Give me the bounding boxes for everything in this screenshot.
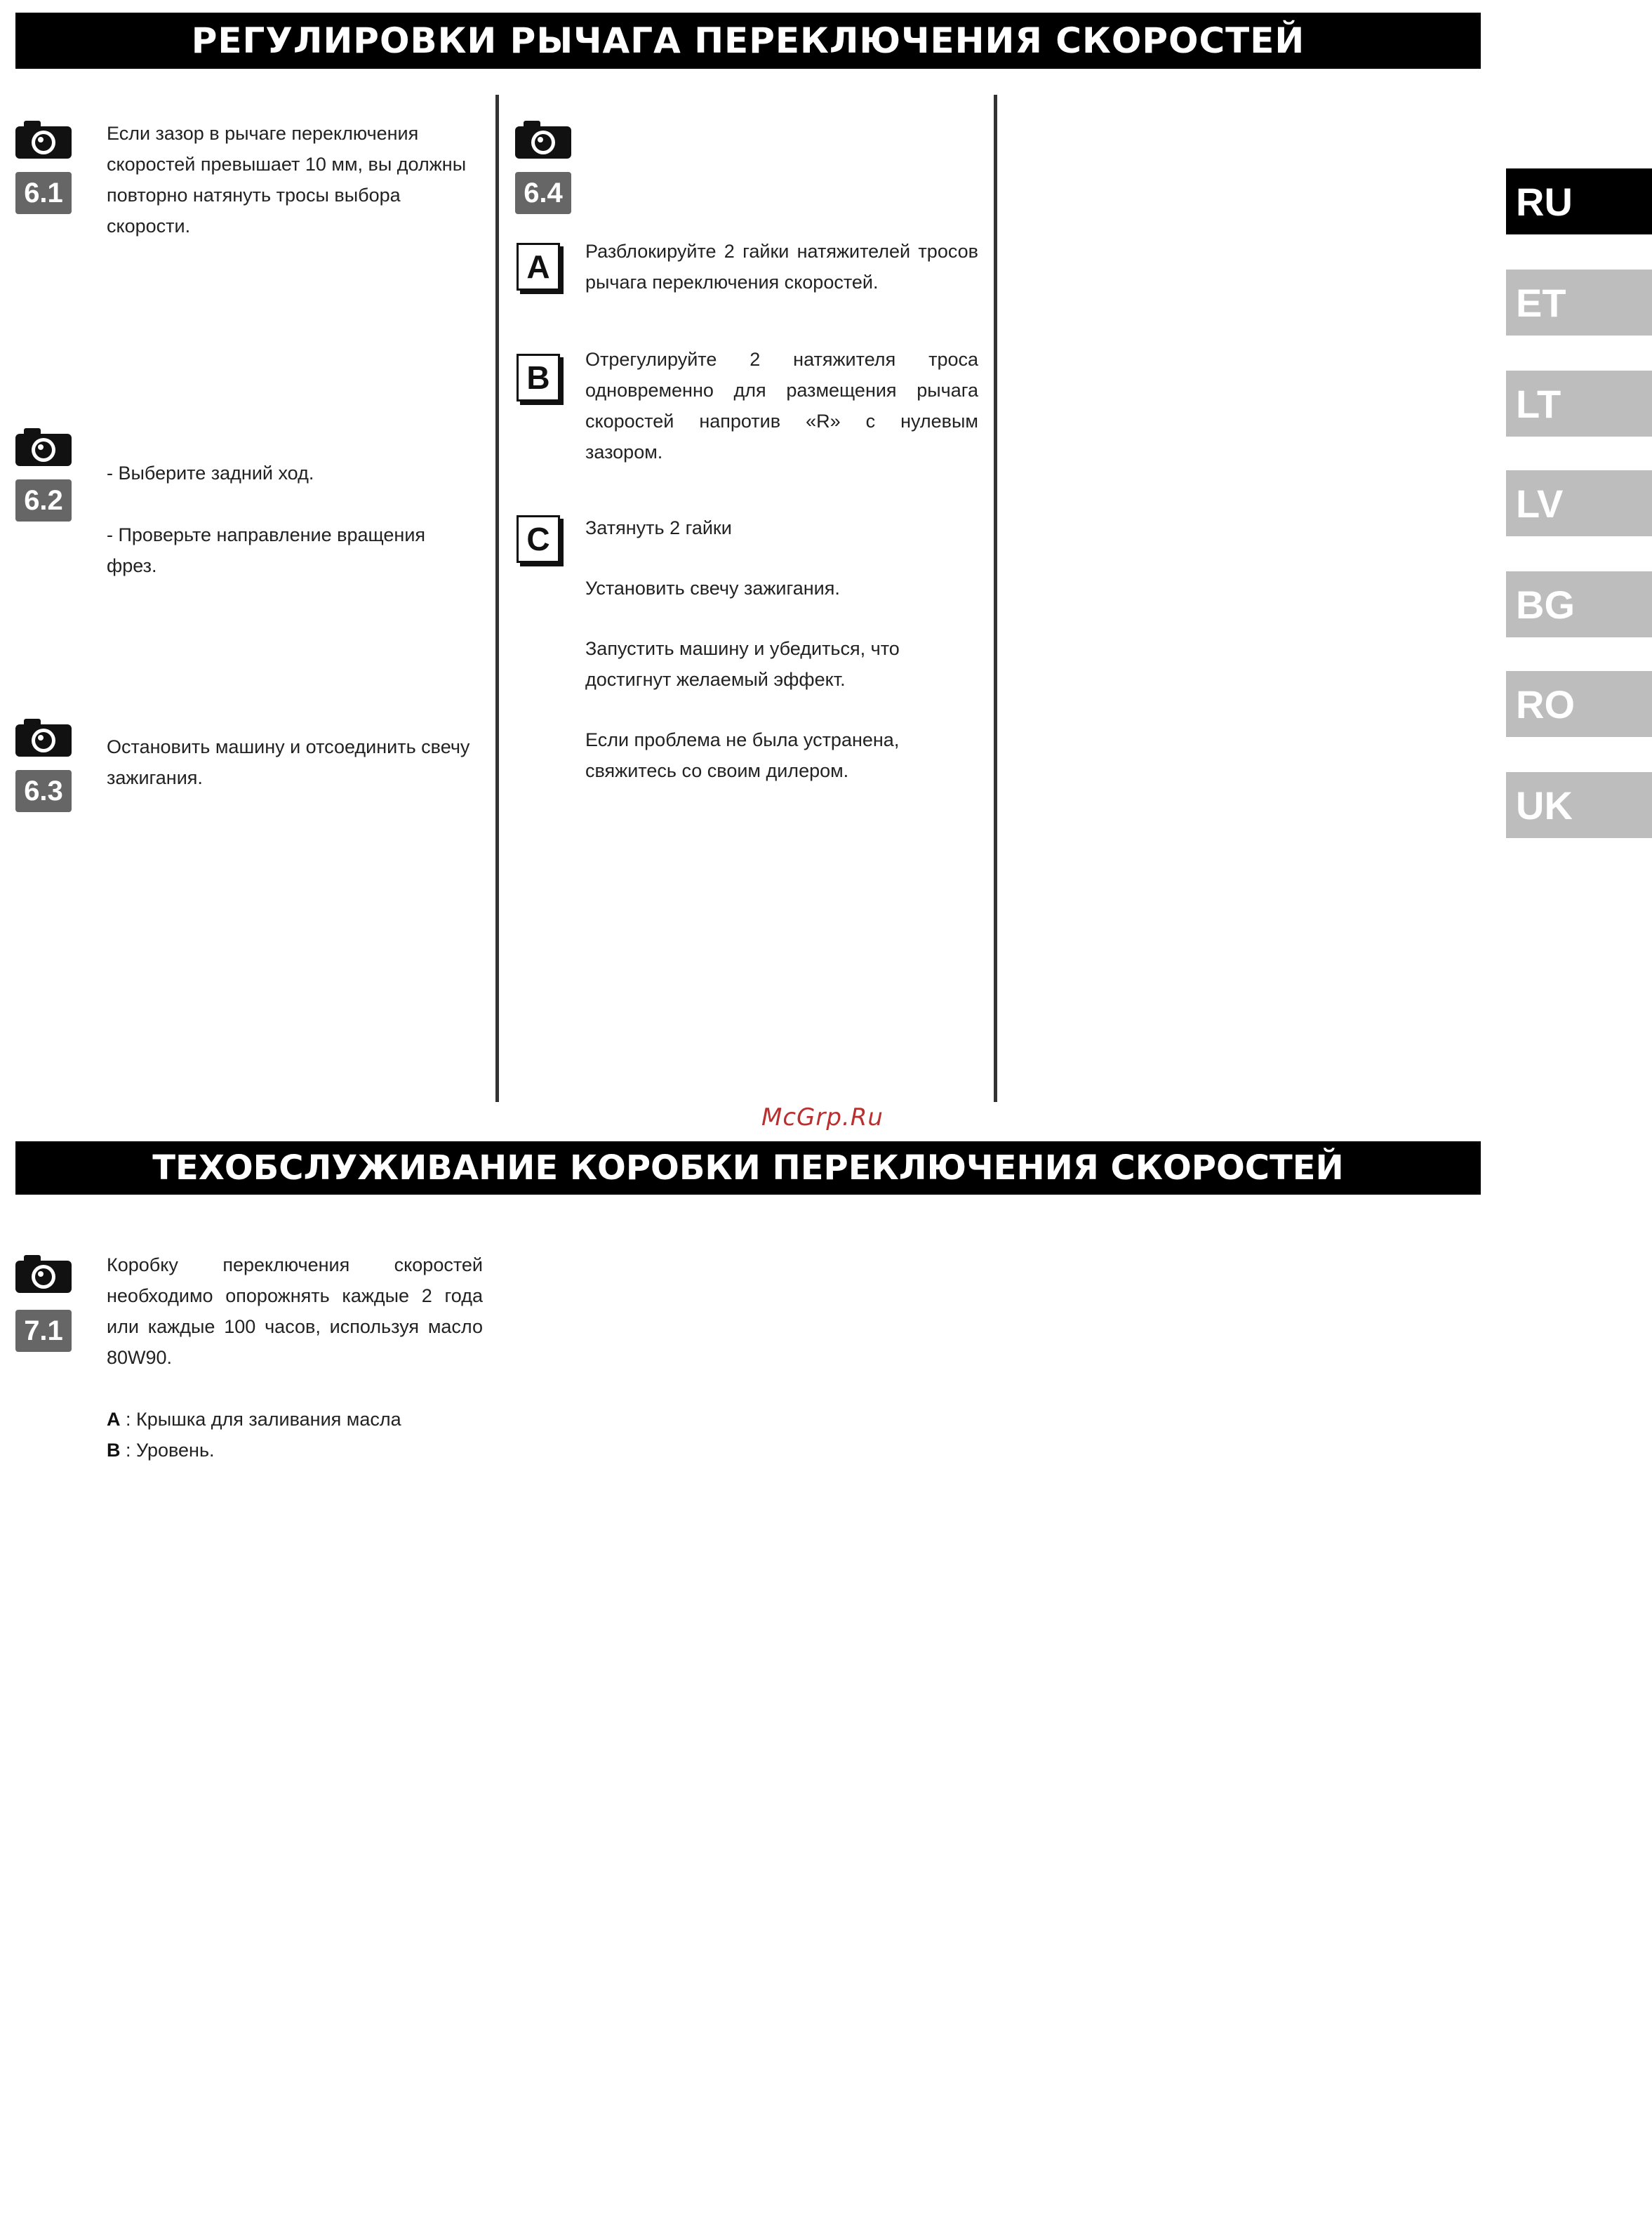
language-tab-bg[interactable]: BG (1506, 571, 1652, 637)
step-7-1-text: Коробку переключения скоростей необходимо опорожнять каждые 2 года или каждые 100 часов, используя масло 80W90. (107, 1254, 483, 1368)
column-divider (495, 95, 499, 1102)
legend-value: : Крышка для заливания масла (126, 1409, 401, 1430)
step-6-1-text: Если зазор в рычаге переключения скоростей превышает 10 мм, вы должны повторно натянуть тросы выбора скорости. (107, 123, 467, 237)
step-badge-7-1: 7.1 (15, 1310, 72, 1352)
language-tab-lt[interactable]: LT (1506, 371, 1652, 437)
step-6-2-text (107, 458, 472, 581)
label-b: B (517, 354, 560, 401)
step-badge-6-1: 6.1 (15, 172, 72, 214)
step-6-4-a-text: Разблокируйте 2 гайки натяжителей тросов рычага переключения скоростей. (585, 241, 978, 293)
camera-icon (15, 425, 72, 466)
step-badge-6-3: 6.3 (15, 770, 72, 812)
legend-key: A (107, 1409, 121, 1430)
step-6-3-text: Остановить машину и отсоединить свечу зажигания. (107, 736, 470, 788)
watermark: McGrp.Ru (761, 1103, 884, 1131)
step-6-4-extra-3: Если проблема не была устранена, свяжитесь со своим дилером. (585, 729, 900, 781)
step-6-2-line: - Выберите задний ход. (107, 463, 314, 484)
language-tab-ru[interactable]: RU (1506, 168, 1652, 234)
language-tab-uk[interactable]: UK (1506, 772, 1652, 838)
camera-icon (515, 118, 571, 159)
camera-icon (15, 716, 72, 757)
camera-icon (15, 118, 72, 159)
section-title-gear-lever: РЕГУЛИРОВКИ РЫЧАГА ПЕРЕКЛЮЧЕНИЯ СКОРОСТЕЙ (15, 13, 1481, 69)
label-a: A (517, 243, 560, 291)
step-badge-6-2: 6.2 (15, 479, 72, 522)
step-6-2-line: - Проверьте направление вращения фрез. (107, 524, 426, 576)
language-tab-ro[interactable]: RO (1506, 671, 1652, 737)
legend-value: : Уровень. (126, 1440, 215, 1461)
label-c: C (517, 515, 560, 563)
language-tab-lv[interactable]: LV (1506, 470, 1652, 536)
step-6-4-extra-2: Запустить машину и убедиться, что достигнут желаемый эффект. (585, 638, 900, 690)
column-divider (994, 95, 997, 1102)
language-tab-et[interactable]: ET (1506, 270, 1652, 336)
section-title-gearbox-maintenance: ТЕХОБСЛУЖИВАНИЕ КОРОБКИ ПЕРЕКЛЮЧЕНИЯ СКОРОСТЕЙ (15, 1141, 1481, 1195)
step-6-4-extra-1: Установить свечу зажигания. (585, 578, 840, 599)
camera-icon (15, 1252, 72, 1293)
legend-item (107, 1435, 500, 1466)
step-6-4-b-text: Отрегулируйте 2 натяжителя троса одновременно для размещения рычага скоростей напротив «R» с нулевым зазором. (585, 349, 978, 463)
legend-item (107, 1404, 500, 1435)
step-6-4-c-text: Затянуть 2 гайки (585, 517, 732, 538)
legend-key: B (107, 1440, 121, 1461)
legend-list (107, 1404, 500, 1466)
step-badge-6-4: 6.4 (515, 172, 571, 214)
